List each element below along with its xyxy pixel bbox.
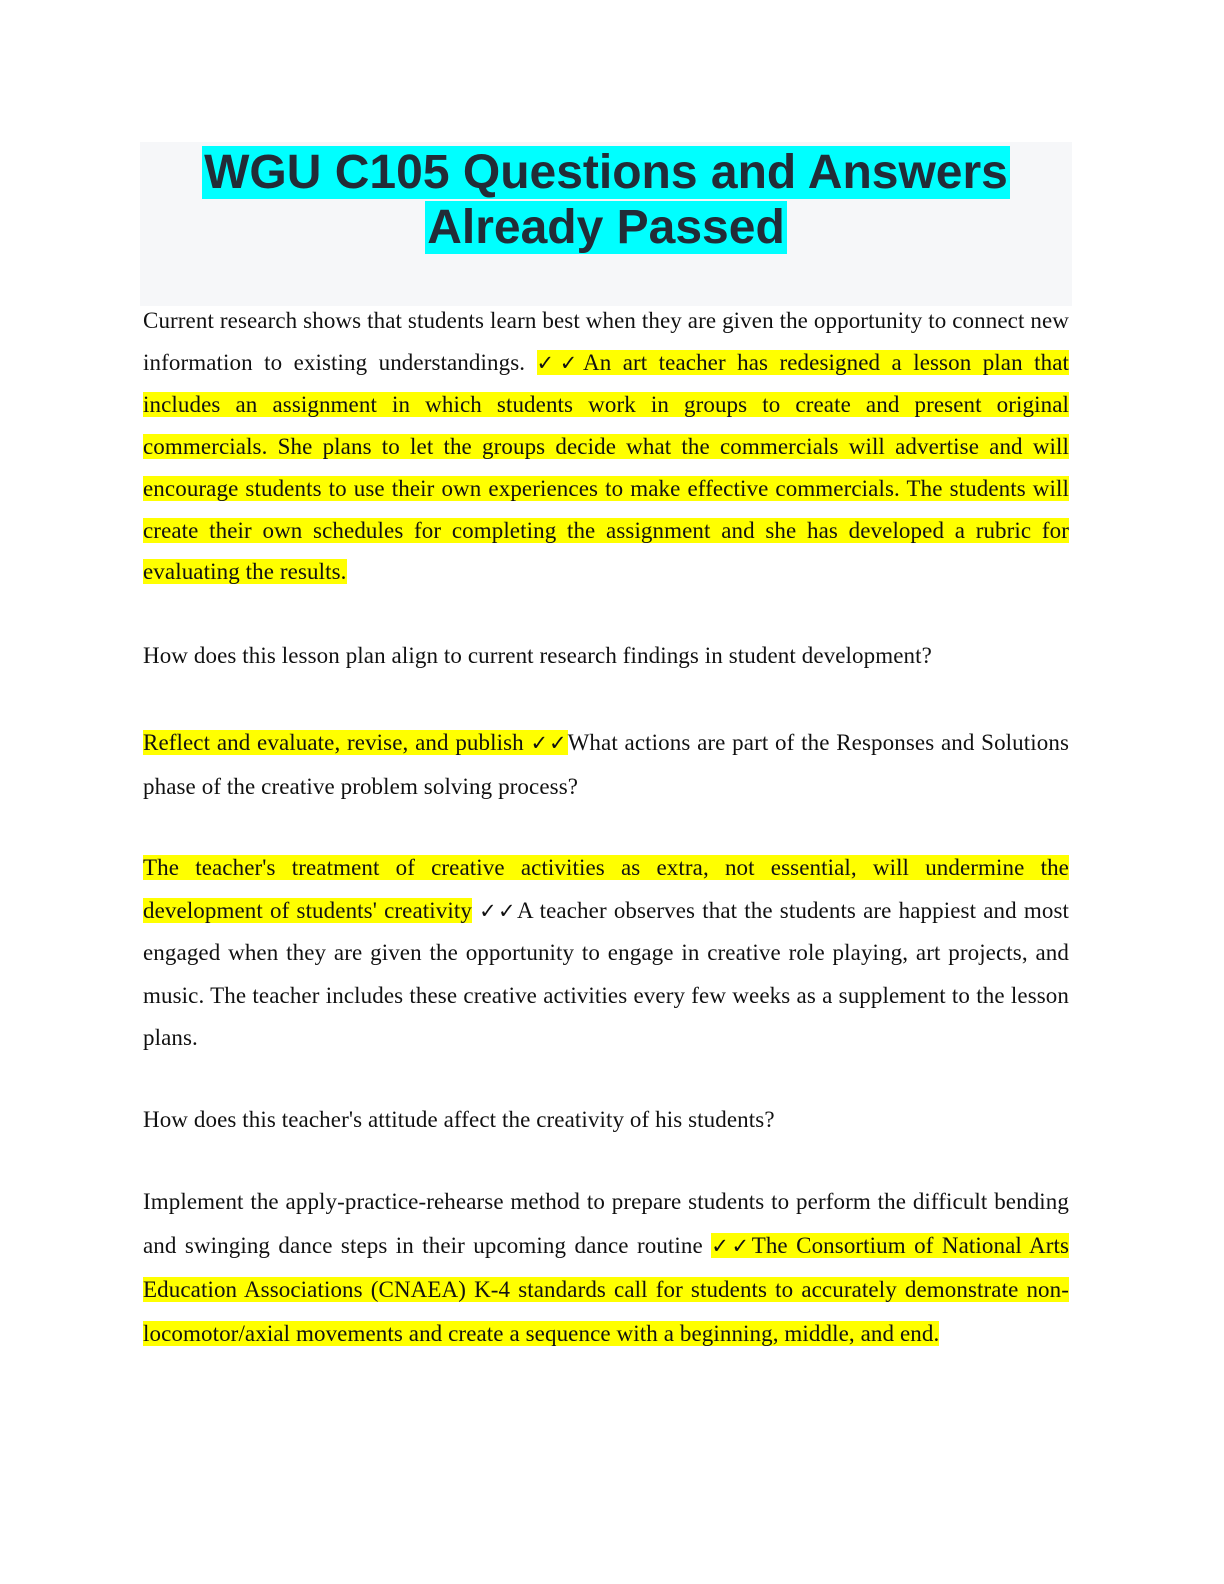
check-mark-icon: ✓✓ <box>479 898 518 923</box>
qa-block-2 <box>143 721 1069 808</box>
followup-text: How does this lesson plan align to current research findings in student development? <box>143 643 932 668</box>
qa-block-3 <box>143 847 1069 1060</box>
check-mark-icon: ✓✓ <box>530 731 568 755</box>
qa-block-1 <box>143 300 1069 593</box>
followup-text: How does this teacher's attitude affect the creativity of his students? <box>143 1107 775 1132</box>
answer-text: Reflect and evaluate, revise, and publish <box>143 730 524 755</box>
followup-question-3 <box>143 1100 1069 1140</box>
qa-block-4 <box>143 1180 1069 1356</box>
title-line-1: WGU C105 Questions and Answers <box>204 146 1008 199</box>
title-block <box>140 142 1072 306</box>
check-mark-icon: ✓✓ <box>711 1234 752 1258</box>
question-text: The Consortium of National Arts Education Associations (CNAEA) K-4 standards call for students to accurately demonstrate non-locomotor/axial movements and create a sequence with a beginning, middle, and end. <box>143 1233 1069 1346</box>
answer-text: Current research shows that students learn best when they are given the opportunity to connect new information to existing understandings. <box>143 308 1069 375</box>
answer-text: The teacher's treatment of creative activities as extra, not essential, will undermine the development of students' creativity <box>143 855 1069 923</box>
check-mark-icon: ✓✓ <box>536 350 583 375</box>
question-text: A teacher observes that the students are happiest and most engaged when they are given the opportunity to engage in creative role playing, art projects, and music. The teacher includes these creative activities every few weeks as a supplement to the lesson plans. <box>143 897 1069 1050</box>
question-text: What actions are part of the Responses and Solutions phase of the creative problem solving process? <box>143 730 1069 799</box>
followup-question-1 <box>143 636 1069 676</box>
question-text: An art teacher has redesigned a lesson plan that includes an assignment in which students work in groups to create and present original commercials. She plans to let the groups decide what the commercials will advertise and will encourage students to use their own experiences to make effective commercials. The students will create their own schedules for completing the assignment and she has developed a rubric for evaluating the results. <box>143 349 1069 585</box>
document-title <box>140 142 1072 255</box>
title-line-2: Already Passed <box>427 201 785 254</box>
answer-text: Implement the apply-practice-rehearse method to prepare students to perform the difficult bending and swinging dance steps in their upcoming dance routine <box>143 1189 1069 1258</box>
